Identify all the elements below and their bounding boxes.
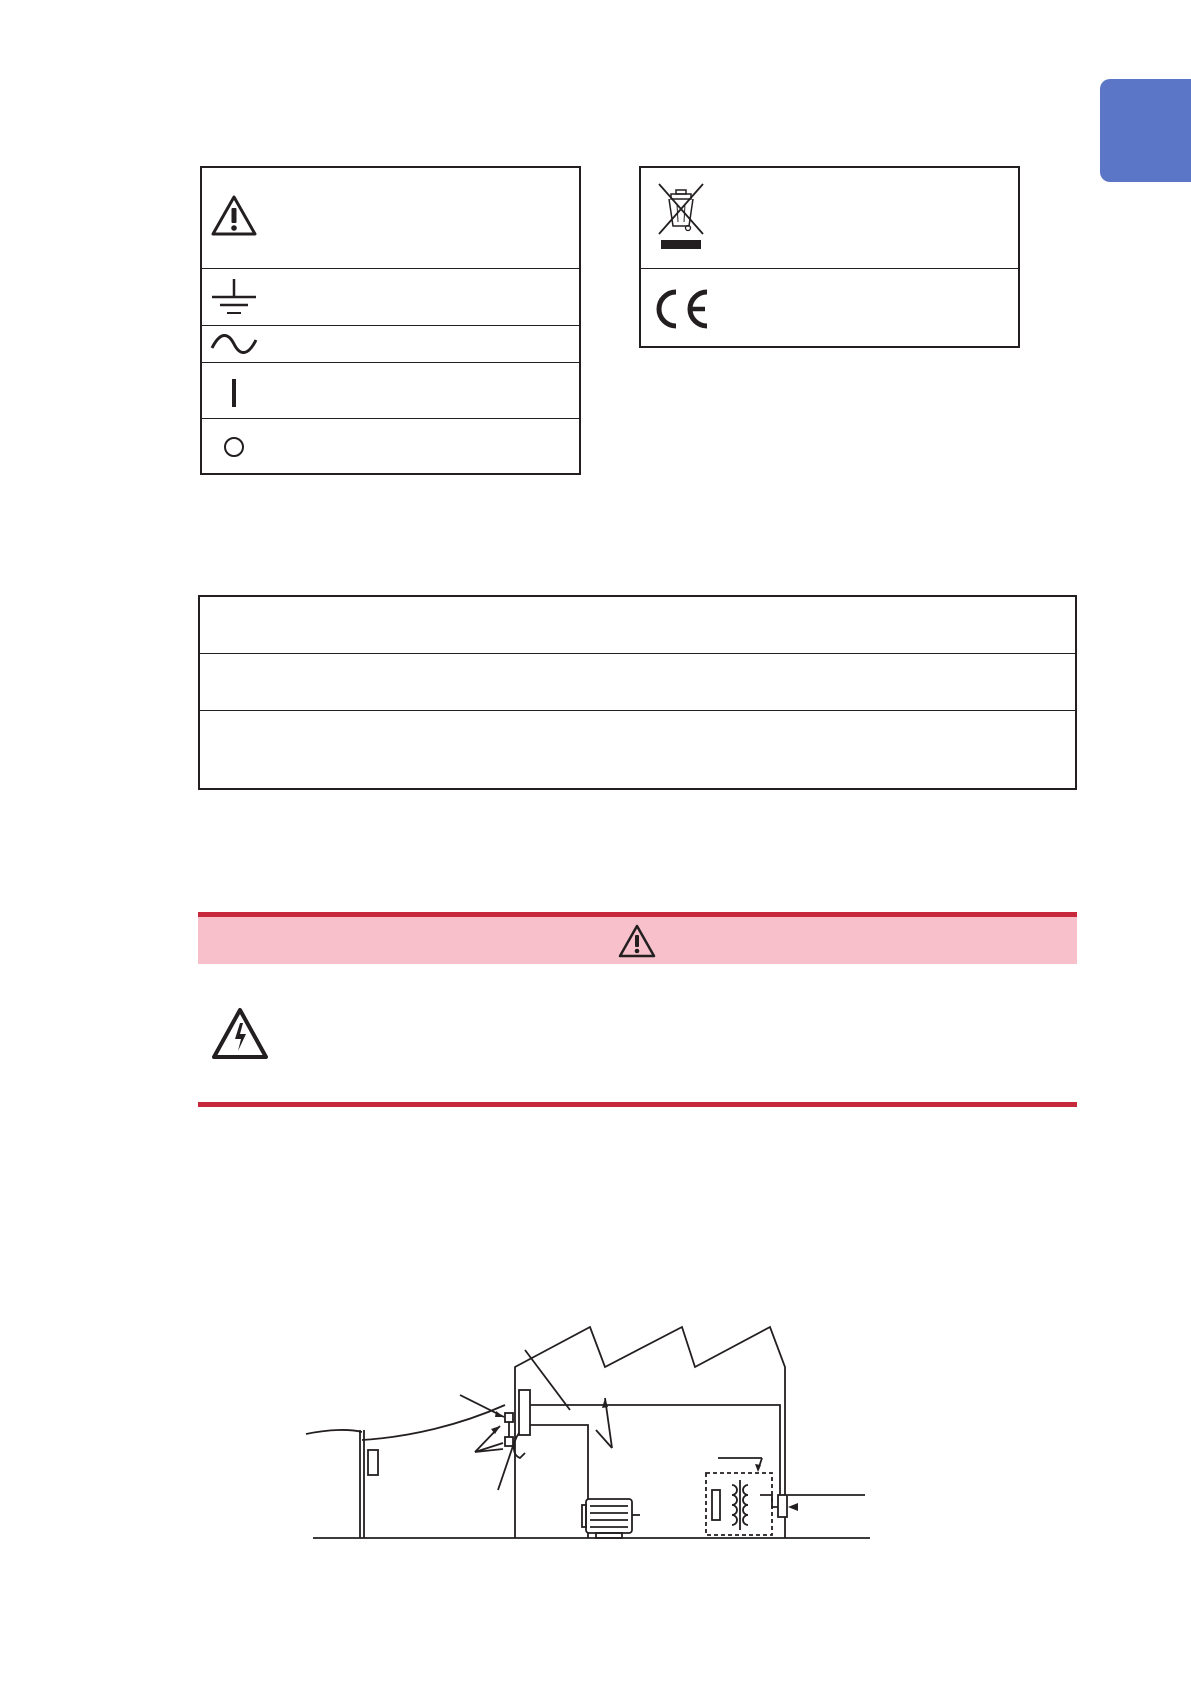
pole-transformer — [368, 1450, 378, 1475]
weee-crossed-bin-icon — [657, 182, 705, 252]
empty-table — [198, 595, 1077, 790]
electric-shock-warning-icon — [210, 1006, 270, 1062]
power-on-bar-icon — [230, 378, 238, 408]
ground-icon — [210, 277, 258, 317]
chapter-tab — [1100, 79, 1191, 182]
power-distribution-diagram — [300, 1325, 880, 1550]
symbols-table-right — [639, 166, 1020, 348]
table-row-divider — [200, 653, 1075, 654]
motor — [582, 1499, 640, 1538]
outlet — [778, 1495, 787, 1517]
warning-bottom-rule — [198, 1102, 1077, 1107]
warning-header-band — [198, 912, 1077, 964]
distribution-panel — [519, 1390, 530, 1435]
overhead-line — [306, 1430, 362, 1434]
ac-sine-icon — [210, 332, 258, 356]
caution-triangle-icon — [210, 194, 258, 238]
ce-mark-icon — [651, 287, 711, 331]
caution-triangle-icon — [617, 923, 657, 959]
table-row-divider — [200, 710, 1075, 711]
symbols-table-left — [200, 166, 581, 475]
power-off-circle-icon — [223, 436, 245, 458]
